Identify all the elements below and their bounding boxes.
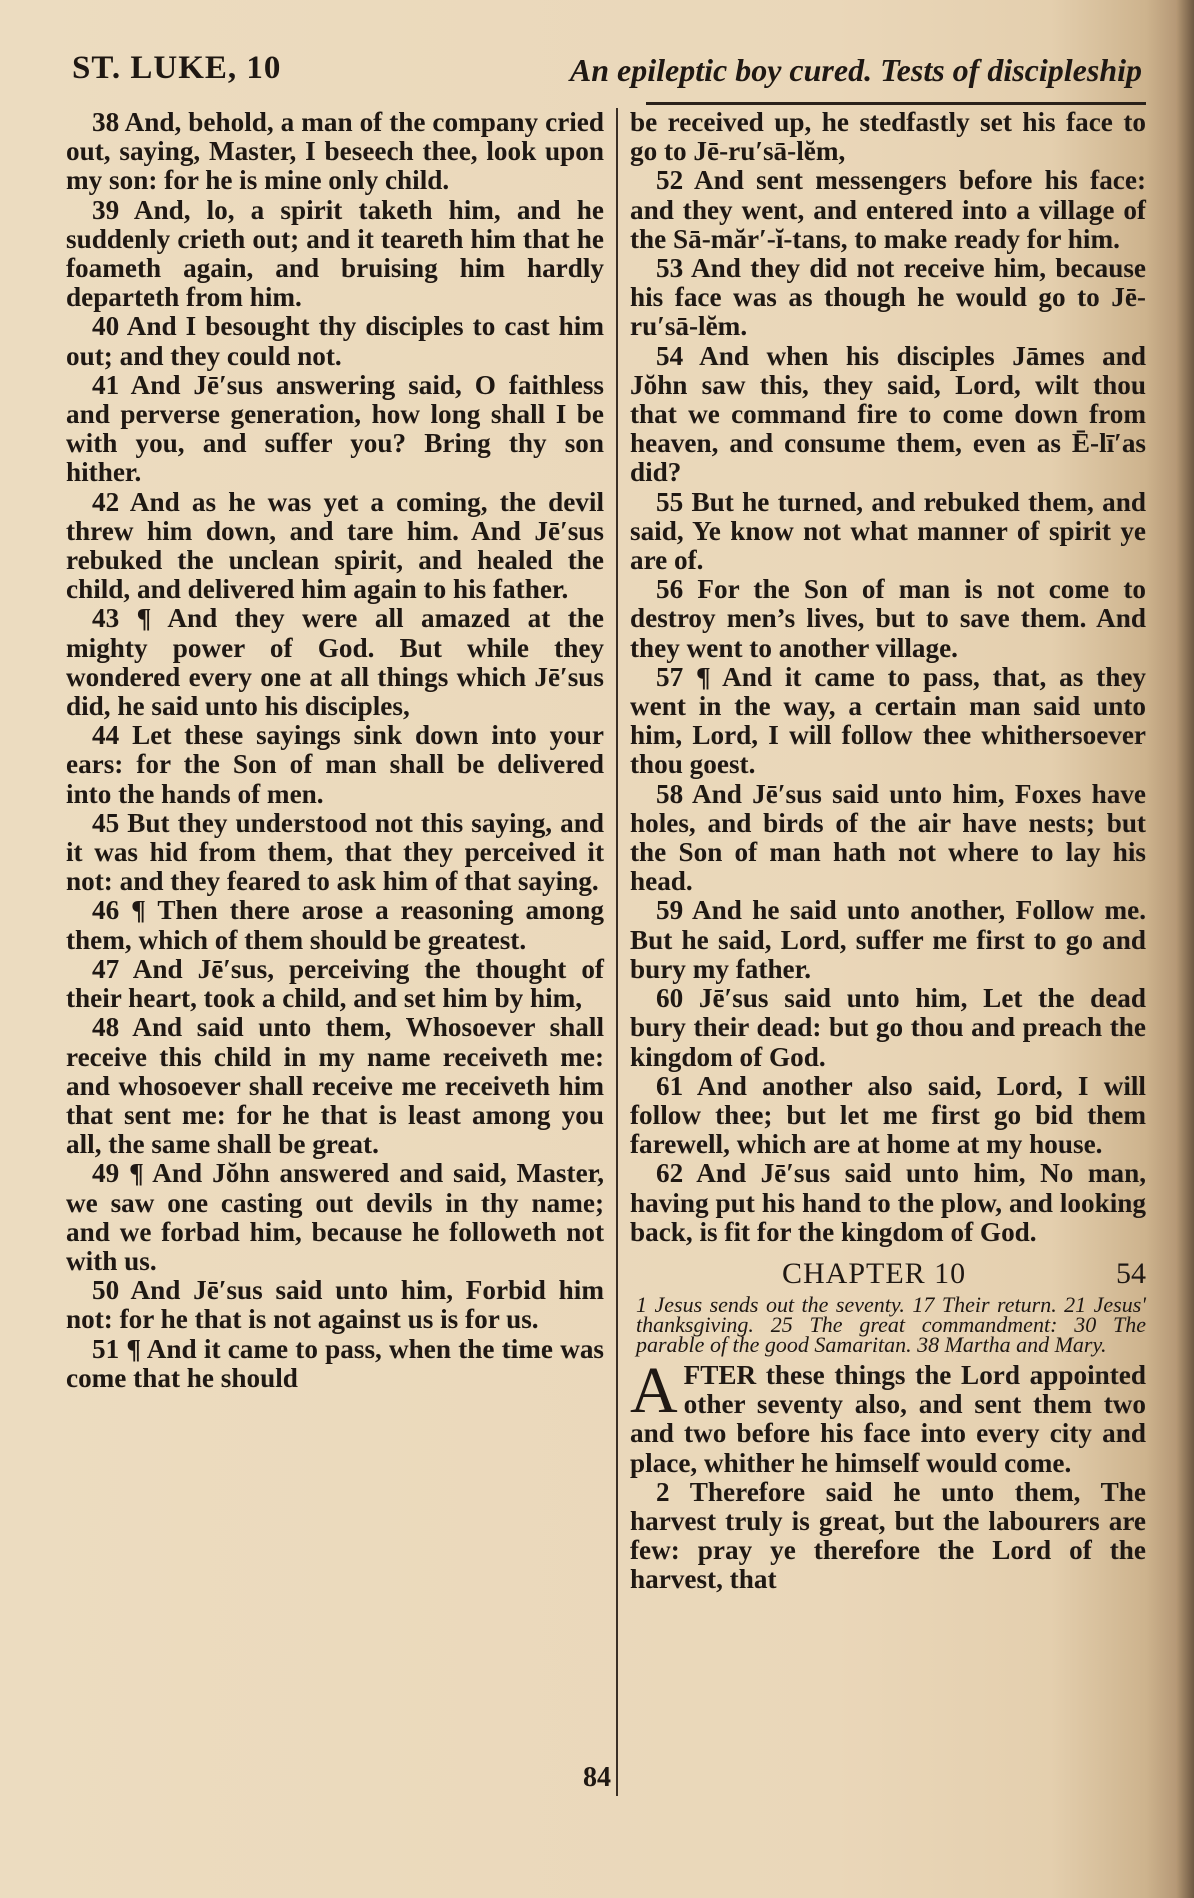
- chapter-reference-number: 54: [1116, 1256, 1146, 1290]
- verse: 49 ¶ And Jŏhn answered and said, Master, we saw one casting out devils in thy name; and we forbad him, because he followeth not with us.: [66, 1158, 604, 1276]
- verse: 61 And another also said, Lord, I will follow thee; but let me first go bid them farewell, which are at home at my house.: [630, 1070, 1146, 1160]
- verse: 55 But he turned, and rebuked them, and said, Ye know not what manner of spirit ye are of.: [630, 486, 1146, 576]
- chapter-opening: [630, 1353, 1146, 1478]
- topic-summary-header: An epileptic boy cured. Tests of discipleship: [569, 52, 1142, 88]
- verse: 53 And they did not receive him, because his face was as though he would go to Jē-ru′sā-lĕm.: [630, 253, 1146, 342]
- chapter-heading: [630, 1256, 1146, 1295]
- verse: 47 And Jē′sus, perceiving the thought of their heart, took a child, and set him by him,: [66, 953, 604, 1014]
- page-gutter-shadow: [1176, 0, 1194, 1898]
- chapter-summary: 1 Jesus sends out the seventy. 17 Their return. 21 Jesus' thanksgiving. 25 The great commandment: 30 The parable of the good Samaritan. 38 Martha and Mary.: [636, 1291, 1146, 1357]
- verse: 43 ¶ And they were all amazed at the mighty power of God. But while they wondered every one at all things which Jē′sus did, he said unto his disciples,: [66, 603, 604, 722]
- right-column: [630, 108, 1146, 1595]
- verse: 57 ¶ And it came to pass, that, as they went in the way, a certain man said unto him, Lord, I will follow thee whithersoever thou goest.: [630, 661, 1146, 780]
- verse: 38 And, behold, a man of the company cried out, saying, Master, I beseech thee, look upon my son: for he is mine only child.: [66, 107, 604, 196]
- verse: 50 And Jē′sus said unto him, Forbid him not: for he that is not against us is for us.: [66, 1275, 604, 1335]
- verse: 2 Therefore said he unto them, The harvest truly is great, but the labourers are few: pray ye therefore the Lord of the harvest, that: [630, 1476, 1146, 1595]
- verse: 41 And Jē′sus answering said, O faithless and perverse generation, how long shall I be with you, and suffer you? Bring thy son hither.: [66, 369, 604, 488]
- verse: 39 And, lo, a spirit taketh him, and he suddenly crieth out; and it teareth him that he foameth again, and bruising him hardly departeth from him.: [66, 194, 604, 313]
- verse: 62 And Jē′sus said unto him, No man, having put his hand to the plow, and looking back, is fit for the kingdom of God.: [630, 1158, 1146, 1247]
- verse: 54 And when his disciples Jāmes and Jŏhn saw this, they said, Lord, wilt thou that we command fire to come down from heaven, and consume them, even as Ē-lī′as did?: [630, 340, 1146, 488]
- verse: 44 Let these sayings sink down into your ears: for the Son of man shall be delivered into the hands of men.: [66, 720, 604, 809]
- page-number: 84: [583, 1762, 611, 1793]
- verse: 56 For the Son of man is not come to destroy men’s lives, but to save them. And they went to another village.: [630, 574, 1146, 663]
- running-header: [72, 44, 1142, 96]
- header-rule: [646, 102, 1146, 105]
- verse: 46 ¶ Then there arose a reasoning among them, which of them should be greatest.: [66, 895, 604, 955]
- verse: 51 ¶ And it came to pass, when the time was come that he should: [66, 1333, 604, 1393]
- verse: 42 And as he was yet a coming, the devil threw him down, and tare him. And Jē′sus rebuked the unclean spirit, and healed the child, and delivered him again to his father.: [66, 486, 604, 605]
- chapter-title: CHAPTER 10: [782, 1256, 967, 1290]
- left-column: [66, 108, 604, 1393]
- verse: 58 And Jē′sus said unto him, Foxes have holes, and birds of the air have nests; but the Son of man hath not where to lay his head.: [630, 778, 1146, 897]
- verse: 48 And said unto them, Whosoever shall receive this child in my name receiveth me: and whosoever shall receive me receiveth him that sent me: for he that is least among you all, the same shall be great.: [66, 1012, 604, 1160]
- verse: 60 Jē′sus said unto him, Let the dead bury their dead: but go thou and preach the kingdom of God.: [630, 983, 1146, 1072]
- drop-cap: A: [630, 1353, 678, 1427]
- verse: 40 And I besought thy disciples to cast him out; and they could not.: [66, 311, 604, 371]
- verse: 59 And he said unto another, Follow me. But he said, Lord, suffer me first to go and bury my father.: [630, 895, 1146, 984]
- book-chapter-title: ST. LUKE, 10: [72, 50, 282, 86]
- verse-continuation: be received up, he stedfastly set his face to go to Jē-ru′sā-lĕm,: [630, 107, 1146, 167]
- column-divider: [616, 108, 618, 1796]
- verse: 52 And sent messengers before his face: and they went, and entered into a village of the Sā-măr′-ĭ-tans, to make ready for him.: [630, 165, 1146, 254]
- verse: 45 But they understood not this saying, and it was hid from them, that they perceived it not: and they feared to ask him of that saying.: [66, 807, 604, 897]
- opening-verse-text: FTER these things the Lord appointed other seventy also, and sent them two and two before his face into every city and place, whither he himself would come.: [630, 1359, 1146, 1478]
